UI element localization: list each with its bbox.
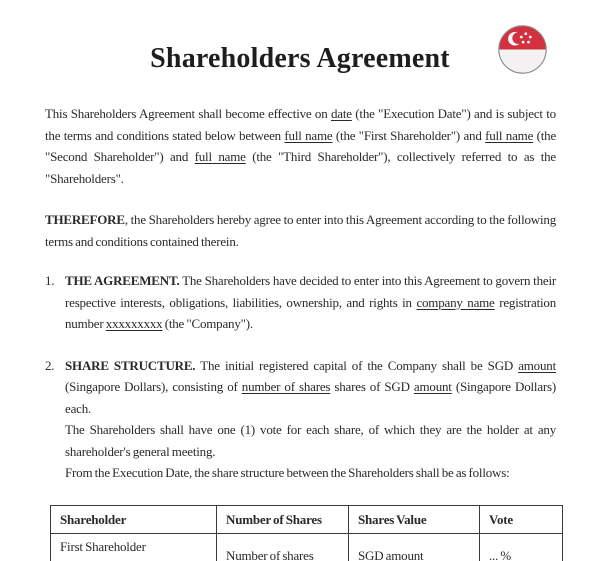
column-header-vote: Vote [480,505,563,533]
placeholder-field: Number of shares [226,547,314,561]
cell-shareholder [51,533,217,561]
text-segment: First Shareholder [60,538,146,554]
text-segment: This Shareholders Agreement shall become effective on [45,106,331,121]
text-segment: shares of SGD [330,379,414,394]
section-content [65,355,556,484]
placeholder-field: company name [416,294,495,310]
singapore-flag-graphic [498,25,547,74]
placeholder-field: amount [413,379,452,394]
text-segment: SHARE STRUCTURE. [65,357,196,373]
text-segment: (the "Second Shareholder") and [45,127,557,164]
placeholder-field: xxxxxxxxx [105,316,163,331]
placeholder-field: full name [485,127,534,143]
cell-number-of-shares [217,533,349,561]
text-segment: The Shareholders shall have one (1) vote for each share, of which they are the holder at any shareholder's general meeting. [65,422,556,459]
column-header-number-of-shares: Number of Shares [217,505,349,533]
placeholder-field: date [330,106,352,121]
text-segment: THEREFORE [45,212,125,227]
text-segment: registration number [65,294,557,331]
section-paragraph [65,462,556,484]
section-paragraph [65,355,556,420]
text-segment: The initial registered capital of the Company shall be SGD [195,357,519,373]
table-header-row [51,505,563,533]
placeholder-field: number of shares [241,379,331,394]
section-the-agreement [45,270,556,335]
text-segment: , the Shareholders hereby agree to enter into this Agreement according to the following terms and conditions contained therein. [45,212,556,249]
placeholder-field: amount [518,357,556,373]
document-title: Shareholders Agreement [150,43,450,74]
document-body [45,103,556,561]
section-paragraph [65,419,556,462]
text-segment: (the "Execution Date") and is subject to the terms and conditions stated below between [45,106,556,143]
text-segment: (Singapore Dollars) each. [65,379,557,416]
singapore-flag-icon [498,25,547,74]
table-row [51,533,563,561]
column-header-shareholder: Shareholder [51,505,217,533]
column-header-shares-value: Shares Value [349,505,480,533]
therefore-paragraph [45,209,556,252]
placeholder-field: full name [194,149,246,164]
section-number: 1. [45,273,55,288]
text-segment: (Singapore Dollars), consisting of [65,379,242,394]
section-share-structure [45,355,556,484]
text-segment: (the "Company"). [162,316,253,331]
cell-vote [480,533,563,561]
text-segment: (the "Third Shareholder"), collectively referred to as the "Shareholders". [45,149,557,186]
placeholder-field: full name [284,127,333,143]
text-segment: ... % [489,547,512,561]
section-content [65,270,556,335]
text-segment: (the "First Shareholder") and [332,127,486,143]
text-segment: From the Execution Date, the share structure between the Shareholders shall be as follows: [65,465,510,480]
text-segment: SGD [358,547,386,561]
section-paragraph [65,270,556,335]
text-segment: The Shareholders have decided to enter into this Agreement to govern their respective interests, obligations, liabilities, ownership, and rights in [65,273,556,310]
section-number: 2. [45,357,55,373]
placeholder-field: amount [385,547,424,561]
intro-paragraph [45,103,556,189]
share-structure-table [50,505,563,561]
text-segment: THE AGREEMENT. [65,273,180,288]
cell-shares-value [349,533,480,561]
